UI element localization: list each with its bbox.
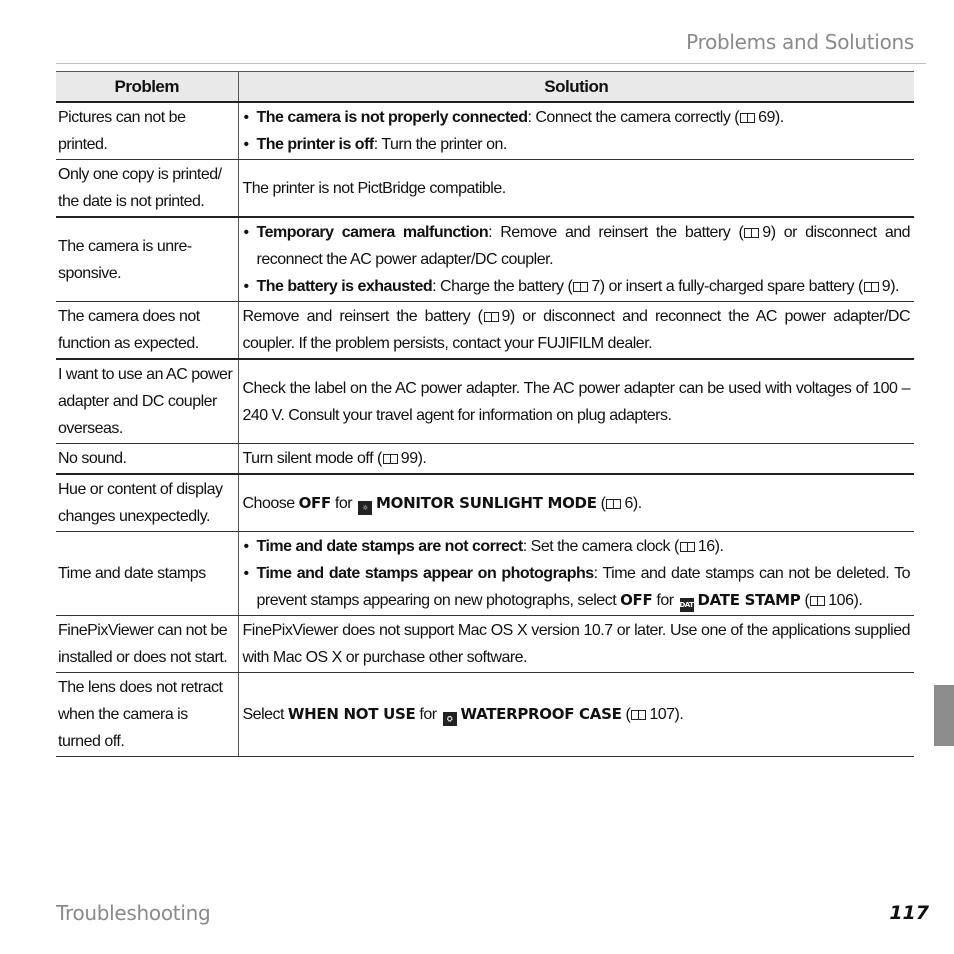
problem-cell: Only one copy is printed/ the date is not printed. [56,160,238,218]
page-number: 117 [889,902,929,924]
bullet-bold: The camera is not properly connected [256,109,528,126]
bullet-text: : Turn the printer on. [373,136,507,153]
menu-item-name: DATE STAMP [697,591,801,609]
bullet-bold: Time and date stamps appear on photographs [256,565,594,582]
solution-text: for [415,706,441,723]
table-row [56,302,914,360]
solution-text: ). [417,450,427,467]
book-icon [740,113,755,123]
solution-text: Remove and reinsert the battery ( [242,308,483,325]
table-row [56,532,914,616]
bullet-mid: ) or insert a fully-charged spare battery ( [599,278,863,295]
problem-cell: Pictures can not be printed. [56,102,238,160]
book-icon [744,228,759,238]
header-rule [56,63,926,64]
bullet-bold: The battery is exhausted [256,278,433,295]
solution-text: Select [242,706,288,723]
page-ref: 107 [649,706,675,723]
table-row [56,474,914,532]
table-header-row [56,72,914,103]
bullet-item [243,560,911,614]
bullet-text: : Remove and reinsert the battery ( [488,224,744,241]
chapter-tab [934,685,954,746]
solution-cell [238,474,914,532]
bullet-item [243,104,911,131]
menu-option: OFF [298,493,331,512]
solution-cell: The printer is not PictBridge compatible. [238,160,914,218]
problem-cell: The camera does not function as expected. [56,302,238,360]
table-row [56,160,914,218]
table-row [56,359,914,444]
page-ref: 16 [697,538,715,555]
problem-cell: The camera is unre-sponsive. [56,217,238,302]
menu-item-name: WATERPROOF CASE [460,705,622,723]
bullet-after: ). [890,278,899,295]
solution-cell [238,532,914,616]
bullet-text: for [652,592,678,609]
table-row [56,673,914,757]
problem-cell: I want to use an AC power adapter and DC coupler overseas. [56,359,238,444]
page-ref: 99 [400,450,418,467]
header-title: Problems and Solutions [686,30,914,54]
bullet-bold: Temporary camera malfunction [256,224,489,241]
problem-cell: No sound. [56,444,238,475]
book-icon [864,282,879,292]
book-icon [631,710,646,720]
problems-table [56,71,914,757]
bullet-after: ) or disconnect and reconnect the AC power adapter/DC coupler. [256,224,911,268]
solution-text: Turn silent mode off ( [242,450,382,467]
bullet-text: : Connect the camera correctly ( [527,109,740,126]
solution-cell: FinePixViewer does not support Mac OS X version 10.7 or later. Use one of the applications supplied with Mac OS X or purchase other software. [238,616,914,673]
problem-cell: Hue or content of display changes unexpectedly. [56,474,238,532]
bullet-bold: Time and date stamps are not correct [256,538,523,555]
sunlight-mode-icon: ☼ [358,501,372,515]
book-icon [573,282,588,292]
solution-cell [238,673,914,757]
table-row [56,102,914,160]
bullet-text: : Set the camera clock ( [522,538,679,555]
solution-text: for [330,494,357,512]
bullet-item [243,219,911,273]
solution-cell [238,102,914,160]
page-ref: 9 [762,224,771,241]
book-icon [606,499,621,509]
bullet-item [243,273,911,300]
bullet-after: ). [774,109,784,126]
solution-text: ). [674,706,684,723]
book-icon [383,454,398,464]
page-ref: 6 [624,494,633,512]
bullet-bold: The printer is off [256,136,374,153]
table-row [56,217,914,302]
bullet-item [243,131,911,158]
page-ref: 106 [828,592,854,609]
book-icon [484,312,499,322]
solution-text: ( [621,706,631,723]
column-header-problem: Problem [56,72,238,103]
page-ref: 9 [881,278,891,295]
problem-cell: Time and date stamps [56,532,238,616]
footer-section-title: Troubleshooting [56,901,211,925]
solution-cell [238,302,914,360]
page-ref: 9 [501,308,510,325]
problem-cell: FinePixViewer can not be installed or does not start. [56,616,238,673]
table-row [56,444,914,475]
bullet-item [243,533,911,560]
menu-item-name: MONITOR SUNLIGHT MODE [376,493,597,512]
book-icon [680,542,695,552]
page-ref: 7 [591,278,600,295]
menu-option: WHEN NOT USE [287,705,416,723]
problem-cell: The lens does not retract when the camera is turned off. [56,673,238,757]
solution-cell: Check the label on the AC power adapter. The AC power adapter can be used with voltages of 100 – 240 V. Consult your travel agent for information on plug adapters. [238,359,914,444]
bullet-text: : Time and date stamps can not be deleted. To prevent stamps appearing on new photographs, select [256,565,910,609]
solution-cell [238,444,914,475]
solution-cell [238,217,914,302]
page-ref: 69 [758,109,775,126]
book-icon [810,596,825,606]
solution-text: ). [632,494,642,512]
date-stamp-icon: DATE [680,598,694,612]
bullet-after: ). [853,592,863,609]
solution-text: ) or disconnect and reconnect the AC power adapter/DC coupler. If the problem persists, contact your FUJIFILM dealer. [242,308,910,352]
bullet-text: : Charge the battery ( [432,278,573,295]
waterproof-case-icon: ⛭ [443,712,457,726]
menu-option: OFF [620,591,653,609]
bullet-text: ( [800,592,810,609]
column-header-solution: Solution [238,72,914,103]
table-row [56,616,914,673]
solution-text: ( [596,494,606,512]
solution-text: Choose [242,494,299,512]
bullet-after: ). [714,538,724,555]
